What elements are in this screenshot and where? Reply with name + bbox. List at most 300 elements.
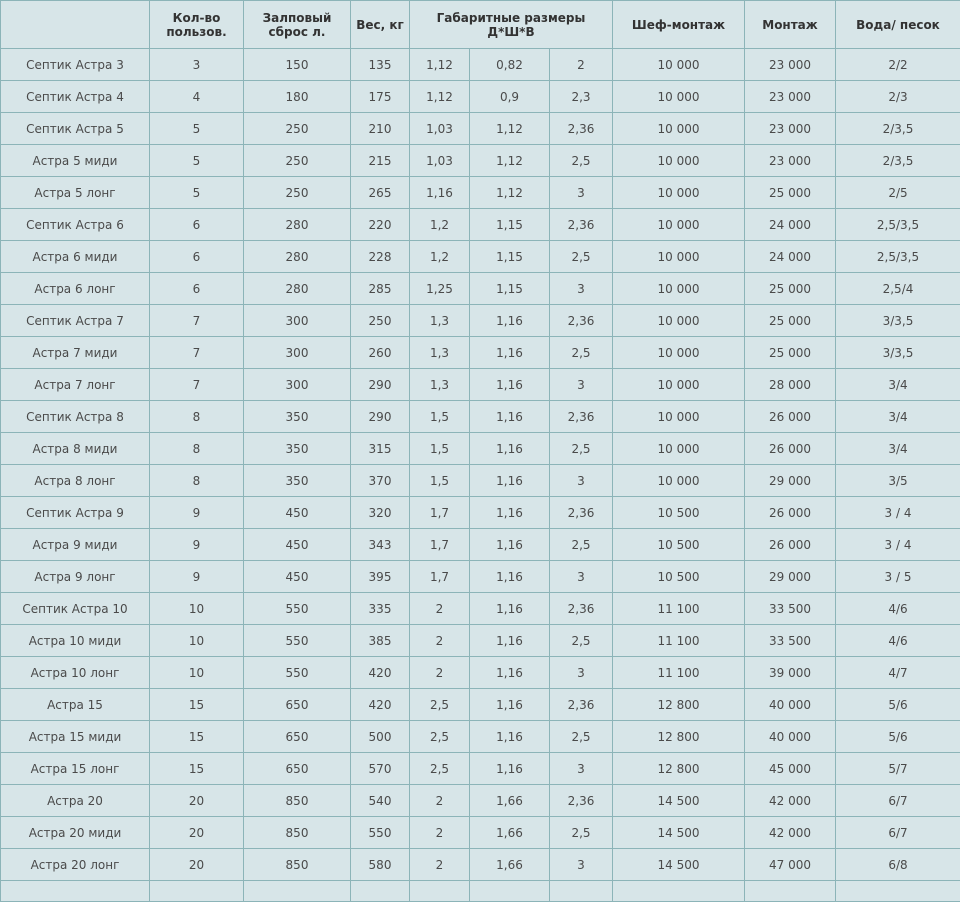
water-sand-cell: 3/3,5 — [836, 337, 960, 369]
height-cell: 2,36 — [550, 593, 613, 625]
model-cell: Септик Астра 4 — [1, 81, 150, 113]
discharge-cell: 450 — [244, 561, 351, 593]
discharge-cell: 550 — [244, 657, 351, 689]
water-sand-cell: 2/3 — [836, 81, 960, 113]
model-cell: Астра 20 лонг — [1, 849, 150, 881]
model-cell: Септик Астра 9 — [1, 497, 150, 529]
width-cell: 0,82 — [470, 49, 550, 81]
weight-cell: 540 — [351, 785, 410, 817]
water-sand-cell: 3 / 4 — [836, 529, 960, 561]
water-sand-cell: 2/5 — [836, 177, 960, 209]
empty-cell — [351, 881, 410, 902]
discharge-cell: 300 — [244, 369, 351, 401]
users-cell: 9 — [150, 497, 244, 529]
header-name — [1, 1, 150, 49]
weight-cell: 228 — [351, 241, 410, 273]
width-cell: 1,16 — [470, 337, 550, 369]
weight-cell: 385 — [351, 625, 410, 657]
width-cell: 1,16 — [470, 657, 550, 689]
users-cell: 6 — [150, 241, 244, 273]
width-cell: 1,16 — [470, 369, 550, 401]
table-row — [1, 369, 960, 401]
table-row — [1, 625, 960, 657]
installation-price-cell: 29 000 — [745, 465, 836, 497]
table-row — [1, 305, 960, 337]
weight-cell: 135 — [351, 49, 410, 81]
weight-cell: 210 — [351, 113, 410, 145]
water-sand-cell: 2,5/4 — [836, 273, 960, 305]
width-cell: 1,66 — [470, 849, 550, 881]
width-cell: 1,16 — [470, 497, 550, 529]
discharge-cell: 150 — [244, 49, 351, 81]
water-sand-cell: 2/3,5 — [836, 113, 960, 145]
length-cell: 1,7 — [410, 497, 470, 529]
header-discharge: Залповый сброс л. — [244, 1, 351, 49]
weight-cell: 260 — [351, 337, 410, 369]
table-row — [1, 529, 960, 561]
table-row — [1, 145, 960, 177]
width-cell: 1,16 — [470, 529, 550, 561]
discharge-cell: 350 — [244, 465, 351, 497]
width-cell: 1,66 — [470, 785, 550, 817]
discharge-cell: 850 — [244, 849, 351, 881]
weight-cell: 570 — [351, 753, 410, 785]
weight-cell: 290 — [351, 369, 410, 401]
length-cell: 1,5 — [410, 433, 470, 465]
length-cell: 1,5 — [410, 401, 470, 433]
table-row — [1, 497, 960, 529]
length-cell: 2 — [410, 849, 470, 881]
width-cell: 1,16 — [470, 593, 550, 625]
installation-price-cell: 26 000 — [745, 433, 836, 465]
model-cell: Астра 9 лонг — [1, 561, 150, 593]
supervision-price-cell: 10 000 — [613, 49, 745, 81]
installation-price-cell: 23 000 — [745, 145, 836, 177]
supervision-price-cell: 10 500 — [613, 561, 745, 593]
installation-price-cell: 23 000 — [745, 49, 836, 81]
height-cell: 2,36 — [550, 401, 613, 433]
discharge-cell: 450 — [244, 529, 351, 561]
table-row — [1, 209, 960, 241]
discharge-cell: 350 — [244, 401, 351, 433]
weight-cell: 500 — [351, 721, 410, 753]
model-cell: Астра 6 миди — [1, 241, 150, 273]
weight-cell: 420 — [351, 657, 410, 689]
height-cell: 2,5 — [550, 817, 613, 849]
installation-price-cell: 28 000 — [745, 369, 836, 401]
header-weight: Вес, кг — [351, 1, 410, 49]
length-cell: 1,25 — [410, 273, 470, 305]
height-cell: 3 — [550, 465, 613, 497]
table-row — [1, 689, 960, 721]
water-sand-cell: 4/6 — [836, 625, 960, 657]
model-cell: Астра 8 лонг — [1, 465, 150, 497]
users-cell: 5 — [150, 145, 244, 177]
discharge-cell: 650 — [244, 753, 351, 785]
height-cell: 2,5 — [550, 241, 613, 273]
width-cell: 1,16 — [470, 305, 550, 337]
table-row — [1, 273, 960, 305]
length-cell: 2 — [410, 593, 470, 625]
height-cell: 3 — [550, 753, 613, 785]
header-row — [1, 1, 960, 49]
length-cell: 1,03 — [410, 145, 470, 177]
length-cell: 2,5 — [410, 721, 470, 753]
installation-price-cell: 24 000 — [745, 241, 836, 273]
supervision-price-cell: 12 800 — [613, 753, 745, 785]
table-row — [1, 177, 960, 209]
supervision-price-cell: 11 100 — [613, 625, 745, 657]
supervision-price-cell: 14 500 — [613, 785, 745, 817]
discharge-cell: 550 — [244, 593, 351, 625]
model-cell: Астра 20 миди — [1, 817, 150, 849]
length-cell: 1,16 — [410, 177, 470, 209]
height-cell: 2,36 — [550, 689, 613, 721]
installation-price-cell: 42 000 — [745, 785, 836, 817]
water-sand-cell: 4/7 — [836, 657, 960, 689]
water-sand-cell: 3/3,5 — [836, 305, 960, 337]
model-cell: Септик Астра 6 — [1, 209, 150, 241]
water-sand-cell: 2/2 — [836, 49, 960, 81]
supervision-price-cell: 10 000 — [613, 273, 745, 305]
width-cell: 1,16 — [470, 689, 550, 721]
length-cell: 2 — [410, 657, 470, 689]
height-cell: 3 — [550, 561, 613, 593]
discharge-cell: 300 — [244, 337, 351, 369]
model-cell: Астра 15 лонг — [1, 753, 150, 785]
installation-price-cell: 23 000 — [745, 81, 836, 113]
height-cell: 2,5 — [550, 145, 613, 177]
header-supervision: Шеф-монтаж — [613, 1, 745, 49]
empty-cell — [836, 881, 960, 902]
users-cell: 7 — [150, 305, 244, 337]
installation-price-cell: 23 000 — [745, 113, 836, 145]
installation-price-cell: 39 000 — [745, 657, 836, 689]
installation-price-cell: 29 000 — [745, 561, 836, 593]
installation-price-cell: 33 500 — [745, 625, 836, 657]
users-cell: 10 — [150, 657, 244, 689]
supervision-price-cell: 10 500 — [613, 529, 745, 561]
weight-cell: 343 — [351, 529, 410, 561]
supervision-price-cell: 11 100 — [613, 657, 745, 689]
weight-cell: 290 — [351, 401, 410, 433]
supervision-price-cell: 10 500 — [613, 497, 745, 529]
discharge-cell: 250 — [244, 145, 351, 177]
table-row — [1, 113, 960, 145]
supervision-price-cell: 10 000 — [613, 209, 745, 241]
height-cell: 2,5 — [550, 433, 613, 465]
users-cell: 7 — [150, 337, 244, 369]
users-cell: 3 — [150, 49, 244, 81]
length-cell: 1,12 — [410, 49, 470, 81]
users-cell: 8 — [150, 433, 244, 465]
users-cell: 20 — [150, 817, 244, 849]
length-cell: 1,7 — [410, 529, 470, 561]
empty-cell — [410, 881, 470, 902]
installation-price-cell: 42 000 — [745, 817, 836, 849]
width-cell: 1,15 — [470, 241, 550, 273]
water-sand-cell: 6/8 — [836, 849, 960, 881]
users-cell: 8 — [150, 465, 244, 497]
water-sand-cell: 5/7 — [836, 753, 960, 785]
supervision-price-cell: 10 000 — [613, 465, 745, 497]
supervision-price-cell: 10 000 — [613, 81, 745, 113]
users-cell: 4 — [150, 81, 244, 113]
installation-price-cell: 25 000 — [745, 177, 836, 209]
empty-cell — [550, 881, 613, 902]
discharge-cell: 650 — [244, 721, 351, 753]
installation-price-cell: 45 000 — [745, 753, 836, 785]
height-cell: 2,5 — [550, 721, 613, 753]
weight-cell: 420 — [351, 689, 410, 721]
installation-price-cell: 33 500 — [745, 593, 836, 625]
weight-cell: 215 — [351, 145, 410, 177]
table-row — [1, 401, 960, 433]
height-cell: 2,5 — [550, 337, 613, 369]
empty-cell — [470, 881, 550, 902]
supervision-price-cell: 10 000 — [613, 177, 745, 209]
width-cell: 1,12 — [470, 113, 550, 145]
width-cell: 1,16 — [470, 561, 550, 593]
height-cell: 2,36 — [550, 497, 613, 529]
discharge-cell: 850 — [244, 785, 351, 817]
height-cell: 3 — [550, 657, 613, 689]
height-cell: 3 — [550, 849, 613, 881]
discharge-cell: 280 — [244, 209, 351, 241]
weight-cell: 335 — [351, 593, 410, 625]
empty-cell — [244, 881, 351, 902]
model-cell: Астра 15 — [1, 689, 150, 721]
water-sand-cell: 6/7 — [836, 817, 960, 849]
height-cell: 2,3 — [550, 81, 613, 113]
length-cell: 1,12 — [410, 81, 470, 113]
water-sand-cell: 5/6 — [836, 721, 960, 753]
users-cell: 9 — [150, 529, 244, 561]
width-cell: 1,16 — [470, 433, 550, 465]
length-cell: 2 — [410, 785, 470, 817]
width-cell: 1,12 — [470, 145, 550, 177]
supervision-price-cell: 10 000 — [613, 113, 745, 145]
table-row — [1, 241, 960, 273]
model-cell: Астра 20 — [1, 785, 150, 817]
width-cell: 1,15 — [470, 273, 550, 305]
supervision-price-cell: 10 000 — [613, 369, 745, 401]
model-cell: Астра 15 миди — [1, 721, 150, 753]
weight-cell: 395 — [351, 561, 410, 593]
width-cell: 1,16 — [470, 465, 550, 497]
model-cell: Астра 7 миди — [1, 337, 150, 369]
installation-price-cell: 24 000 — [745, 209, 836, 241]
water-sand-cell: 2/3,5 — [836, 145, 960, 177]
installation-price-cell: 25 000 — [745, 305, 836, 337]
weight-cell: 175 — [351, 81, 410, 113]
model-cell: Астра 5 миди — [1, 145, 150, 177]
supervision-price-cell: 10 000 — [613, 433, 745, 465]
users-cell: 7 — [150, 369, 244, 401]
water-sand-cell: 4/6 — [836, 593, 960, 625]
users-cell: 15 — [150, 753, 244, 785]
model-cell: Астра 10 лонг — [1, 657, 150, 689]
table-row — [1, 81, 960, 113]
table-row — [1, 593, 960, 625]
water-sand-cell: 2,5/3,5 — [836, 241, 960, 273]
model-cell: Астра 7 лонг — [1, 369, 150, 401]
water-sand-cell: 3/4 — [836, 369, 960, 401]
height-cell: 2,36 — [550, 209, 613, 241]
users-cell: 8 — [150, 401, 244, 433]
header-users: Кол-во пользов. — [150, 1, 244, 49]
users-cell: 20 — [150, 849, 244, 881]
weight-cell: 550 — [351, 817, 410, 849]
users-cell: 20 — [150, 785, 244, 817]
discharge-cell: 180 — [244, 81, 351, 113]
table-row — [1, 49, 960, 81]
empty-cell — [613, 881, 745, 902]
table-row — [1, 785, 960, 817]
weight-cell: 315 — [351, 433, 410, 465]
width-cell: 1,66 — [470, 817, 550, 849]
supervision-price-cell: 14 500 — [613, 849, 745, 881]
length-cell: 2 — [410, 625, 470, 657]
length-cell: 1,2 — [410, 209, 470, 241]
empty-cell — [1, 881, 150, 902]
width-cell: 0,9 — [470, 81, 550, 113]
users-cell: 6 — [150, 209, 244, 241]
length-cell: 1,3 — [410, 337, 470, 369]
discharge-cell: 250 — [244, 177, 351, 209]
supervision-price-cell: 10 000 — [613, 305, 745, 337]
supervision-price-cell: 10 000 — [613, 241, 745, 273]
width-cell: 1,15 — [470, 209, 550, 241]
discharge-cell: 350 — [244, 433, 351, 465]
installation-price-cell: 26 000 — [745, 529, 836, 561]
length-cell: 2,5 — [410, 753, 470, 785]
installation-price-cell: 40 000 — [745, 721, 836, 753]
length-cell: 1,2 — [410, 241, 470, 273]
discharge-cell: 280 — [244, 273, 351, 305]
water-sand-cell: 2,5/3,5 — [836, 209, 960, 241]
empty-cell — [150, 881, 244, 902]
width-cell: 1,16 — [470, 401, 550, 433]
height-cell: 3 — [550, 177, 613, 209]
length-cell: 1,7 — [410, 561, 470, 593]
height-cell: 2,36 — [550, 305, 613, 337]
table-row — [1, 657, 960, 689]
installation-price-cell: 26 000 — [745, 401, 836, 433]
header-installation: Монтаж — [745, 1, 836, 49]
length-cell: 1,5 — [410, 465, 470, 497]
discharge-cell: 280 — [244, 241, 351, 273]
width-cell: 1,12 — [470, 177, 550, 209]
table-row — [1, 561, 960, 593]
users-cell: 10 — [150, 593, 244, 625]
model-cell: Астра 9 миди — [1, 529, 150, 561]
supervision-price-cell: 12 800 — [613, 689, 745, 721]
water-sand-cell: 3 / 4 — [836, 497, 960, 529]
weight-cell: 320 — [351, 497, 410, 529]
width-cell: 1,16 — [470, 753, 550, 785]
discharge-cell: 550 — [244, 625, 351, 657]
height-cell: 2,5 — [550, 625, 613, 657]
installation-price-cell: 47 000 — [745, 849, 836, 881]
width-cell: 1,16 — [470, 721, 550, 753]
table-row-partial — [1, 881, 960, 902]
users-cell: 10 — [150, 625, 244, 657]
height-cell: 2 — [550, 49, 613, 81]
supervision-price-cell: 10 000 — [613, 401, 745, 433]
height-cell: 2,36 — [550, 785, 613, 817]
height-cell: 2,5 — [550, 529, 613, 561]
length-cell: 2,5 — [410, 689, 470, 721]
length-cell: 2 — [410, 817, 470, 849]
length-cell: 1,03 — [410, 113, 470, 145]
model-cell: Септик Астра 7 — [1, 305, 150, 337]
weight-cell: 220 — [351, 209, 410, 241]
length-cell: 1,3 — [410, 305, 470, 337]
discharge-cell: 650 — [244, 689, 351, 721]
empty-cell — [745, 881, 836, 902]
model-cell: Септик Астра 10 — [1, 593, 150, 625]
table-row — [1, 753, 960, 785]
weight-cell: 370 — [351, 465, 410, 497]
supervision-price-cell: 11 100 — [613, 593, 745, 625]
supervision-price-cell: 14 500 — [613, 817, 745, 849]
weight-cell: 265 — [351, 177, 410, 209]
discharge-cell: 300 — [244, 305, 351, 337]
users-cell: 15 — [150, 721, 244, 753]
table-row — [1, 337, 960, 369]
table-row — [1, 721, 960, 753]
weight-cell: 250 — [351, 305, 410, 337]
header-water-sand: Вода/ песок — [836, 1, 960, 49]
model-cell: Астра 5 лонг — [1, 177, 150, 209]
model-cell: Астра 6 лонг — [1, 273, 150, 305]
users-cell: 6 — [150, 273, 244, 305]
table-row — [1, 849, 960, 881]
installation-price-cell: 25 000 — [745, 337, 836, 369]
table-row — [1, 465, 960, 497]
users-cell: 5 — [150, 113, 244, 145]
water-sand-cell: 6/7 — [836, 785, 960, 817]
model-cell: Септик Астра 8 — [1, 401, 150, 433]
installation-price-cell: 40 000 — [745, 689, 836, 721]
discharge-cell: 850 — [244, 817, 351, 849]
model-cell: Астра 10 миди — [1, 625, 150, 657]
width-cell: 1,16 — [470, 625, 550, 657]
users-cell: 5 — [150, 177, 244, 209]
water-sand-cell: 3 / 5 — [836, 561, 960, 593]
supervision-price-cell: 10 000 — [613, 337, 745, 369]
height-cell: 3 — [550, 369, 613, 401]
installation-price-cell: 25 000 — [745, 273, 836, 305]
height-cell: 3 — [550, 273, 613, 305]
weight-cell: 285 — [351, 273, 410, 305]
model-cell: Септик Астра 3 — [1, 49, 150, 81]
discharge-cell: 450 — [244, 497, 351, 529]
table-row — [1, 433, 960, 465]
supervision-price-cell: 10 000 — [613, 145, 745, 177]
weight-cell: 580 — [351, 849, 410, 881]
height-cell: 2,36 — [550, 113, 613, 145]
installation-price-cell: 26 000 — [745, 497, 836, 529]
water-sand-cell: 3/5 — [836, 465, 960, 497]
users-cell: 15 — [150, 689, 244, 721]
model-cell: Септик Астра 5 — [1, 113, 150, 145]
discharge-cell: 250 — [244, 113, 351, 145]
water-sand-cell: 3/4 — [836, 401, 960, 433]
length-cell: 1,3 — [410, 369, 470, 401]
water-sand-cell: 3/4 — [836, 433, 960, 465]
